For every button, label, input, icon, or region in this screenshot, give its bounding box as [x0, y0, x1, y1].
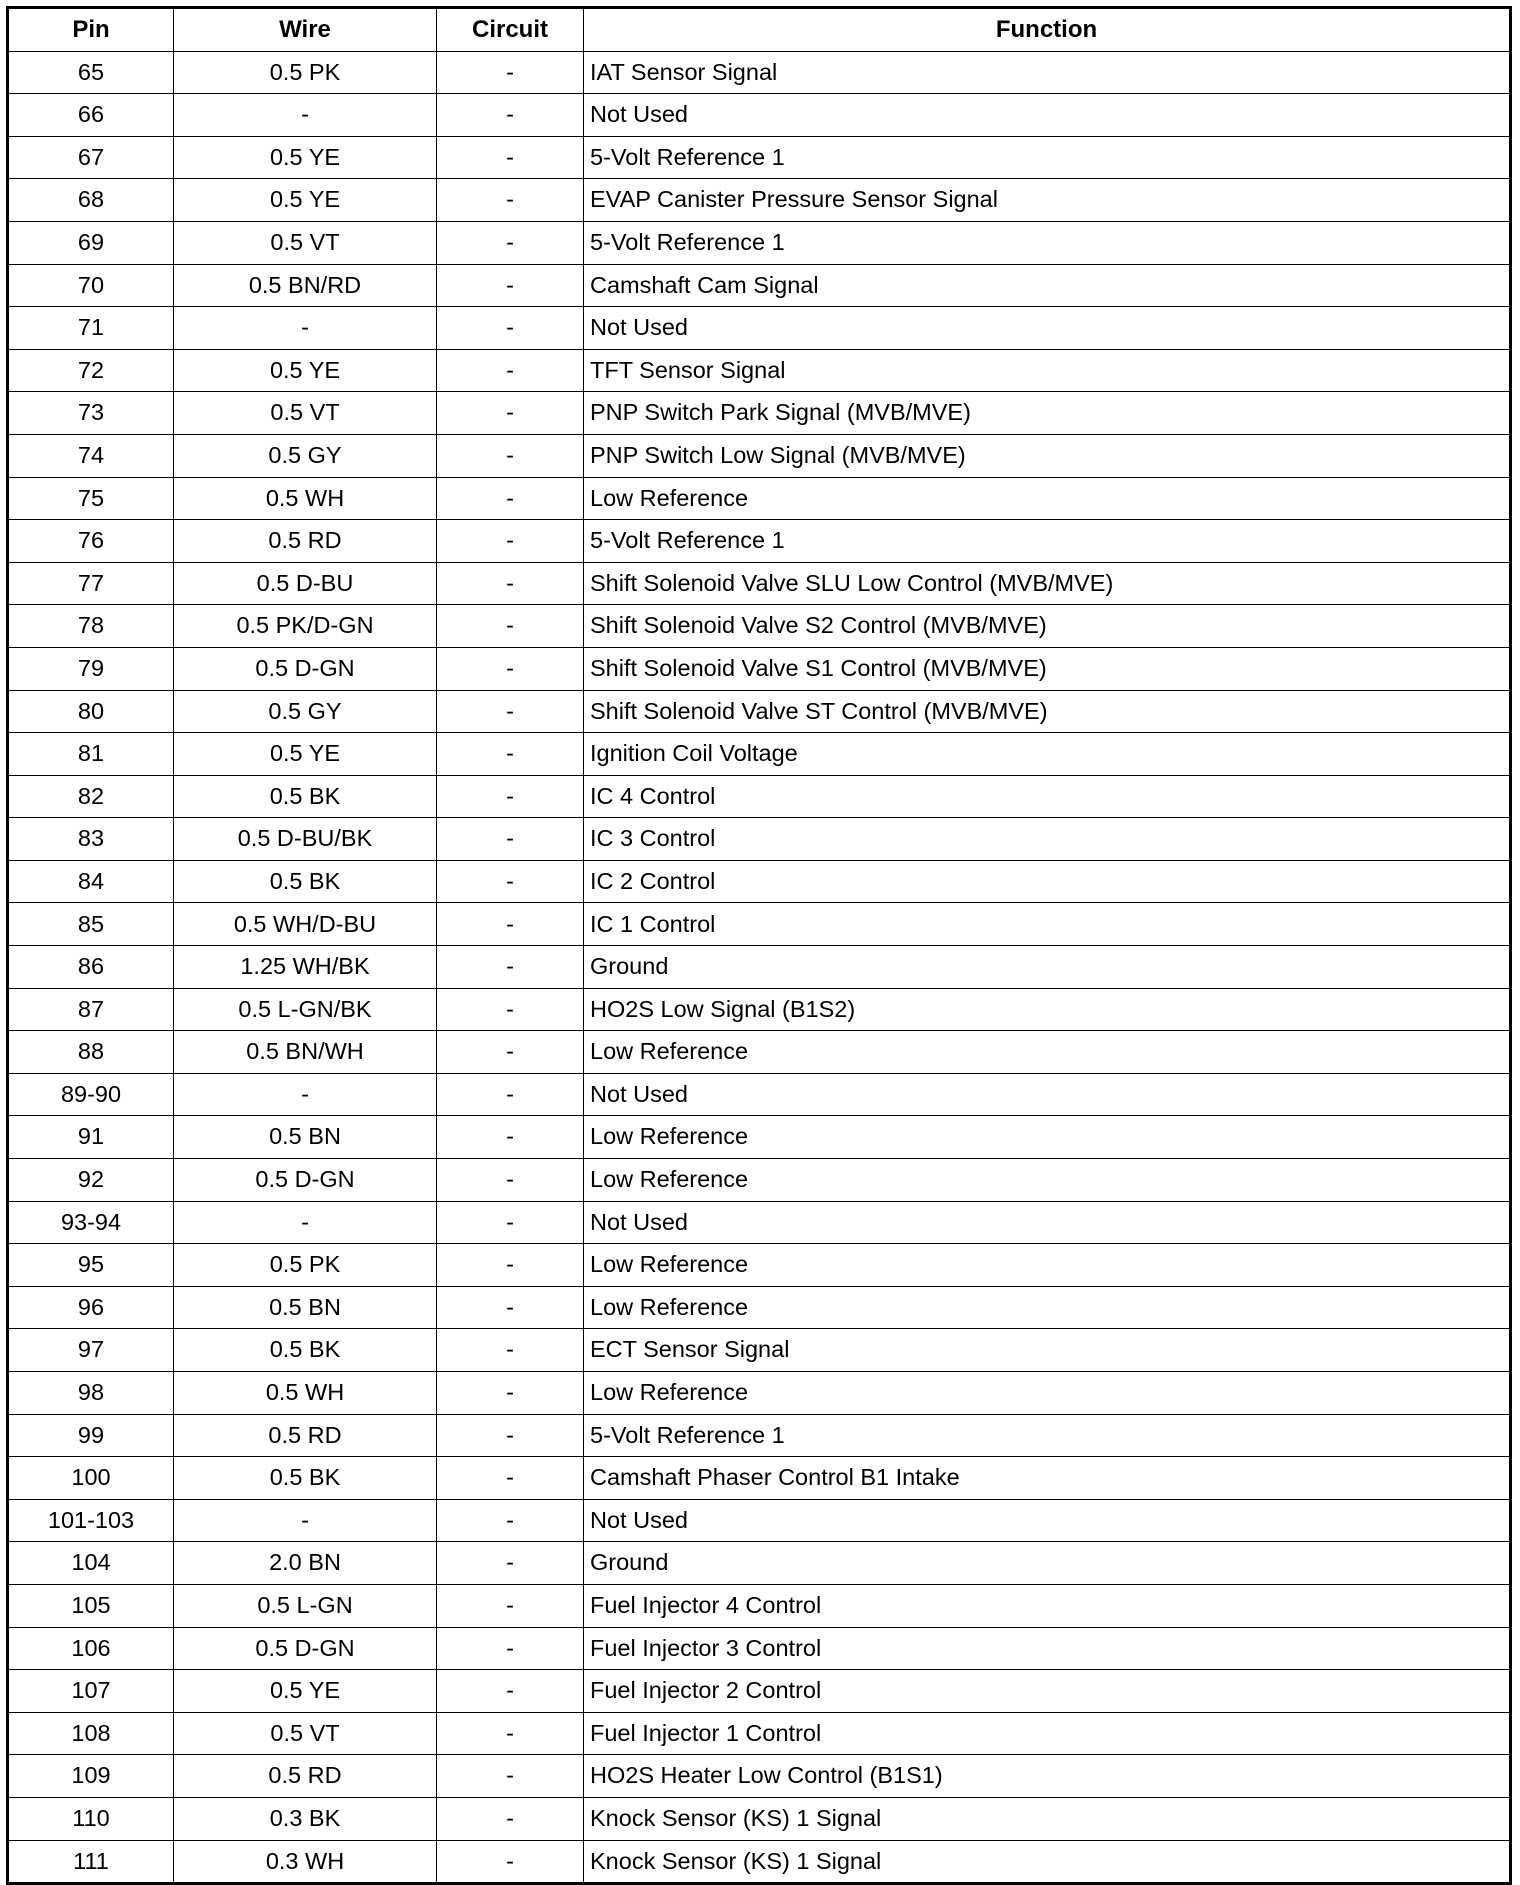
function-cell: HO2S Heater Low Control (B1S1) [584, 1755, 1511, 1798]
function-cell: PNP Switch Park Signal (MVB/MVE) [584, 392, 1511, 435]
circuit-cell: - [437, 520, 584, 563]
wire-cell: 0.5 L-GN [174, 1584, 437, 1627]
wire-cell: 0.3 WH [174, 1840, 437, 1884]
wire-cell: 0.3 BK [174, 1797, 437, 1840]
table-row [8, 221, 1511, 264]
function-cell: Camshaft Phaser Control B1 Intake [584, 1457, 1511, 1500]
pin-cell: 104 [8, 1542, 174, 1585]
circuit-cell: - [437, 221, 584, 264]
function-cell: Low Reference [584, 1286, 1511, 1329]
wire-cell: 0.5 D-BU [174, 562, 437, 605]
table-row [8, 1372, 1511, 1415]
table-row [8, 775, 1511, 818]
wire-cell: 0.5 BK [174, 1329, 437, 1372]
table-row [8, 605, 1511, 648]
function-cell: Ground [584, 1542, 1511, 1585]
wire-cell: 0.5 BN/RD [174, 264, 437, 307]
pin-cell: 100 [8, 1457, 174, 1500]
pin-cell: 78 [8, 605, 174, 648]
circuit-cell: - [437, 1627, 584, 1670]
circuit-cell: - [437, 860, 584, 903]
circuit-cell: - [437, 690, 584, 733]
function-cell: Camshaft Cam Signal [584, 264, 1511, 307]
wire-cell: 0.5 BN [174, 1116, 437, 1159]
circuit-cell: - [437, 136, 584, 179]
pin-cell: 88 [8, 1031, 174, 1074]
function-cell: IC 4 Control [584, 775, 1511, 818]
circuit-cell: - [437, 1329, 584, 1372]
wire-cell: 0.5 RD [174, 1414, 437, 1457]
pin-cell: 69 [8, 221, 174, 264]
wire-cell: 0.5 WH [174, 1372, 437, 1415]
pin-cell: 77 [8, 562, 174, 605]
circuit-cell: - [437, 1499, 584, 1542]
pin-cell: 110 [8, 1797, 174, 1840]
table-row [8, 51, 1511, 94]
function-cell: Not Used [584, 1499, 1511, 1542]
function-cell: Shift Solenoid Valve S1 Control (MVB/MVE) [584, 647, 1511, 690]
circuit-cell: - [437, 903, 584, 946]
circuit-cell: - [437, 1755, 584, 1798]
table-row [8, 477, 1511, 520]
function-cell: Not Used [584, 1201, 1511, 1244]
table-row [8, 1244, 1511, 1287]
function-cell: Shift Solenoid Valve S2 Control (MVB/MVE) [584, 605, 1511, 648]
pin-cell: 67 [8, 136, 174, 179]
circuit-cell: - [437, 733, 584, 776]
circuit-cell: - [437, 51, 584, 94]
circuit-cell: - [437, 946, 584, 989]
function-cell: Ignition Coil Voltage [584, 733, 1511, 776]
table-row [8, 1712, 1511, 1755]
table-row [8, 1329, 1511, 1372]
circuit-cell: - [437, 1840, 584, 1884]
pin-cell: 82 [8, 775, 174, 818]
function-cell: Low Reference [584, 1031, 1511, 1074]
circuit-cell: - [437, 1457, 584, 1500]
pinout-table [6, 6, 1512, 1885]
function-cell: 5-Volt Reference 1 [584, 1414, 1511, 1457]
circuit-cell: - [437, 775, 584, 818]
table-row [8, 1031, 1511, 1074]
circuit-cell: - [437, 477, 584, 520]
pin-cell: 81 [8, 733, 174, 776]
wire-cell: - [174, 1073, 437, 1116]
circuit-cell: - [437, 1244, 584, 1287]
function-cell: Fuel Injector 3 Control [584, 1627, 1511, 1670]
wire-cell: 0.5 VT [174, 221, 437, 264]
function-cell: Low Reference [584, 1159, 1511, 1202]
header-wire: Wire [174, 8, 437, 52]
circuit-cell: - [437, 818, 584, 861]
header-circuit: Circuit [437, 8, 584, 52]
pin-cell: 75 [8, 477, 174, 520]
pin-cell: 85 [8, 903, 174, 946]
function-cell: 5-Volt Reference 1 [584, 520, 1511, 563]
function-cell: Fuel Injector 4 Control [584, 1584, 1511, 1627]
function-cell: Low Reference [584, 477, 1511, 520]
table-row [8, 647, 1511, 690]
function-cell: ECT Sensor Signal [584, 1329, 1511, 1372]
circuit-cell: - [437, 307, 584, 350]
circuit-cell: - [437, 988, 584, 1031]
pin-cell: 70 [8, 264, 174, 307]
table-row [8, 1159, 1511, 1202]
pin-cell: 79 [8, 647, 174, 690]
wire-cell: 0.5 D-GN [174, 1159, 437, 1202]
table-row [8, 94, 1511, 137]
wire-cell: 0.5 BN/WH [174, 1031, 437, 1074]
wire-cell: - [174, 94, 437, 137]
wire-cell: 0.5 L-GN/BK [174, 988, 437, 1031]
circuit-cell: - [437, 1073, 584, 1116]
table-row [8, 1627, 1511, 1670]
table-row [8, 1797, 1511, 1840]
table-row [8, 1201, 1511, 1244]
circuit-cell: - [437, 1159, 584, 1202]
circuit-cell: - [437, 1712, 584, 1755]
table-row [8, 179, 1511, 222]
circuit-cell: - [437, 392, 584, 435]
table-row [8, 1584, 1511, 1627]
function-cell: IC 2 Control [584, 860, 1511, 903]
function-cell: Not Used [584, 1073, 1511, 1116]
wire-cell: 0.5 RD [174, 520, 437, 563]
pin-cell: 71 [8, 307, 174, 350]
circuit-cell: - [437, 1797, 584, 1840]
table-row [8, 1755, 1511, 1798]
pin-cell: 105 [8, 1584, 174, 1627]
function-cell: Fuel Injector 1 Control [584, 1712, 1511, 1755]
circuit-cell: - [437, 647, 584, 690]
header-function: Function [584, 8, 1511, 52]
circuit-cell: - [437, 94, 584, 137]
wire-cell: 2.0 BN [174, 1542, 437, 1585]
function-cell: PNP Switch Low Signal (MVB/MVE) [584, 434, 1511, 477]
pin-cell: 111 [8, 1840, 174, 1884]
function-cell: Knock Sensor (KS) 1 Signal [584, 1797, 1511, 1840]
circuit-cell: - [437, 605, 584, 648]
table-row [8, 860, 1511, 903]
wire-cell: 0.5 D-GN [174, 1627, 437, 1670]
pin-cell: 84 [8, 860, 174, 903]
table-row [8, 1542, 1511, 1585]
table-row [8, 307, 1511, 350]
table-row [8, 1116, 1511, 1159]
circuit-cell: - [437, 562, 584, 605]
wire-cell: 0.5 WH [174, 477, 437, 520]
table-row [8, 1840, 1511, 1884]
table-row [8, 690, 1511, 733]
header-row [8, 8, 1511, 52]
pin-cell: 92 [8, 1159, 174, 1202]
function-cell: Not Used [584, 307, 1511, 350]
wire-cell: 0.5 BN [174, 1286, 437, 1329]
header-pin: Pin [8, 8, 174, 52]
pin-cell: 66 [8, 94, 174, 137]
wire-cell: 0.5 WH/D-BU [174, 903, 437, 946]
pin-cell: 101-103 [8, 1499, 174, 1542]
table-row [8, 1414, 1511, 1457]
pin-cell: 83 [8, 818, 174, 861]
wire-cell: 0.5 RD [174, 1755, 437, 1798]
wire-cell: 0.5 YE [174, 1670, 437, 1713]
table-header [8, 8, 1511, 52]
circuit-cell: - [437, 349, 584, 392]
wire-cell: - [174, 1201, 437, 1244]
pin-cell: 108 [8, 1712, 174, 1755]
pin-cell: 96 [8, 1286, 174, 1329]
pin-cell: 89-90 [8, 1073, 174, 1116]
function-cell: Low Reference [584, 1244, 1511, 1287]
circuit-cell: - [437, 179, 584, 222]
circuit-cell: - [437, 1584, 584, 1627]
wire-cell: 0.5 BK [174, 860, 437, 903]
function-cell: Fuel Injector 2 Control [584, 1670, 1511, 1713]
table-row [8, 1457, 1511, 1500]
table-row [8, 733, 1511, 776]
table-row [8, 1670, 1511, 1713]
pin-cell: 86 [8, 946, 174, 989]
wire-cell: 0.5 BK [174, 1457, 437, 1500]
table-row [8, 392, 1511, 435]
wire-cell: 0.5 PK [174, 51, 437, 94]
function-cell: IC 3 Control [584, 818, 1511, 861]
function-cell: EVAP Canister Pressure Sensor Signal [584, 179, 1511, 222]
wire-cell: 0.5 YE [174, 179, 437, 222]
wire-cell: 0.5 GY [174, 434, 437, 477]
table-row [8, 1499, 1511, 1542]
function-cell: HO2S Low Signal (B1S2) [584, 988, 1511, 1031]
table-row [8, 1286, 1511, 1329]
table-row [8, 434, 1511, 477]
table-row [8, 562, 1511, 605]
pin-cell: 93-94 [8, 1201, 174, 1244]
circuit-cell: - [437, 1542, 584, 1585]
function-cell: 5-Volt Reference 1 [584, 221, 1511, 264]
pin-cell: 91 [8, 1116, 174, 1159]
wire-cell: 0.5 D-BU/BK [174, 818, 437, 861]
circuit-cell: - [437, 1201, 584, 1244]
circuit-cell: - [437, 264, 584, 307]
circuit-cell: - [437, 1286, 584, 1329]
wire-cell: 0.5 PK [174, 1244, 437, 1287]
wire-cell: 0.5 PK/D-GN [174, 605, 437, 648]
pin-cell: 95 [8, 1244, 174, 1287]
table-row [8, 818, 1511, 861]
wire-cell: - [174, 1499, 437, 1542]
wire-cell: 0.5 YE [174, 136, 437, 179]
pin-cell: 68 [8, 179, 174, 222]
function-cell: IC 1 Control [584, 903, 1511, 946]
function-cell: IAT Sensor Signal [584, 51, 1511, 94]
wire-cell: 0.5 D-GN [174, 647, 437, 690]
circuit-cell: - [437, 434, 584, 477]
wire-cell: 0.5 YE [174, 349, 437, 392]
table-row [8, 903, 1511, 946]
wire-cell: 0.5 BK [174, 775, 437, 818]
table-row [8, 520, 1511, 563]
circuit-cell: - [437, 1116, 584, 1159]
table-row [8, 349, 1511, 392]
function-cell: 5-Volt Reference 1 [584, 136, 1511, 179]
pin-cell: 87 [8, 988, 174, 1031]
pin-cell: 106 [8, 1627, 174, 1670]
table-body [8, 51, 1511, 1884]
function-cell: TFT Sensor Signal [584, 349, 1511, 392]
pin-cell: 76 [8, 520, 174, 563]
pin-cell: 72 [8, 349, 174, 392]
wire-cell: 0.5 GY [174, 690, 437, 733]
pin-cell: 73 [8, 392, 174, 435]
wire-cell: 1.25 WH/BK [174, 946, 437, 989]
circuit-cell: - [437, 1670, 584, 1713]
pin-cell: 97 [8, 1329, 174, 1372]
table-row [8, 1073, 1511, 1116]
function-cell: Shift Solenoid Valve ST Control (MVB/MVE) [584, 690, 1511, 733]
table-row [8, 946, 1511, 989]
pin-cell: 99 [8, 1414, 174, 1457]
pin-cell: 98 [8, 1372, 174, 1415]
function-cell: Not Used [584, 94, 1511, 137]
pin-cell: 80 [8, 690, 174, 733]
circuit-cell: - [437, 1372, 584, 1415]
wire-cell: - [174, 307, 437, 350]
table-row [8, 136, 1511, 179]
wire-cell: 0.5 YE [174, 733, 437, 776]
wire-cell: 0.5 VT [174, 1712, 437, 1755]
table-row [8, 264, 1511, 307]
pin-cell: 65 [8, 51, 174, 94]
wire-cell: 0.5 VT [174, 392, 437, 435]
function-cell: Low Reference [584, 1116, 1511, 1159]
circuit-cell: - [437, 1414, 584, 1457]
function-cell: Shift Solenoid Valve SLU Low Control (MVB/MVE) [584, 562, 1511, 605]
function-cell: Ground [584, 946, 1511, 989]
pin-cell: 74 [8, 434, 174, 477]
function-cell: Low Reference [584, 1372, 1511, 1415]
pin-cell: 107 [8, 1670, 174, 1713]
function-cell: Knock Sensor (KS) 1 Signal [584, 1840, 1511, 1884]
circuit-cell: - [437, 1031, 584, 1074]
table-row [8, 988, 1511, 1031]
pin-cell: 109 [8, 1755, 174, 1798]
